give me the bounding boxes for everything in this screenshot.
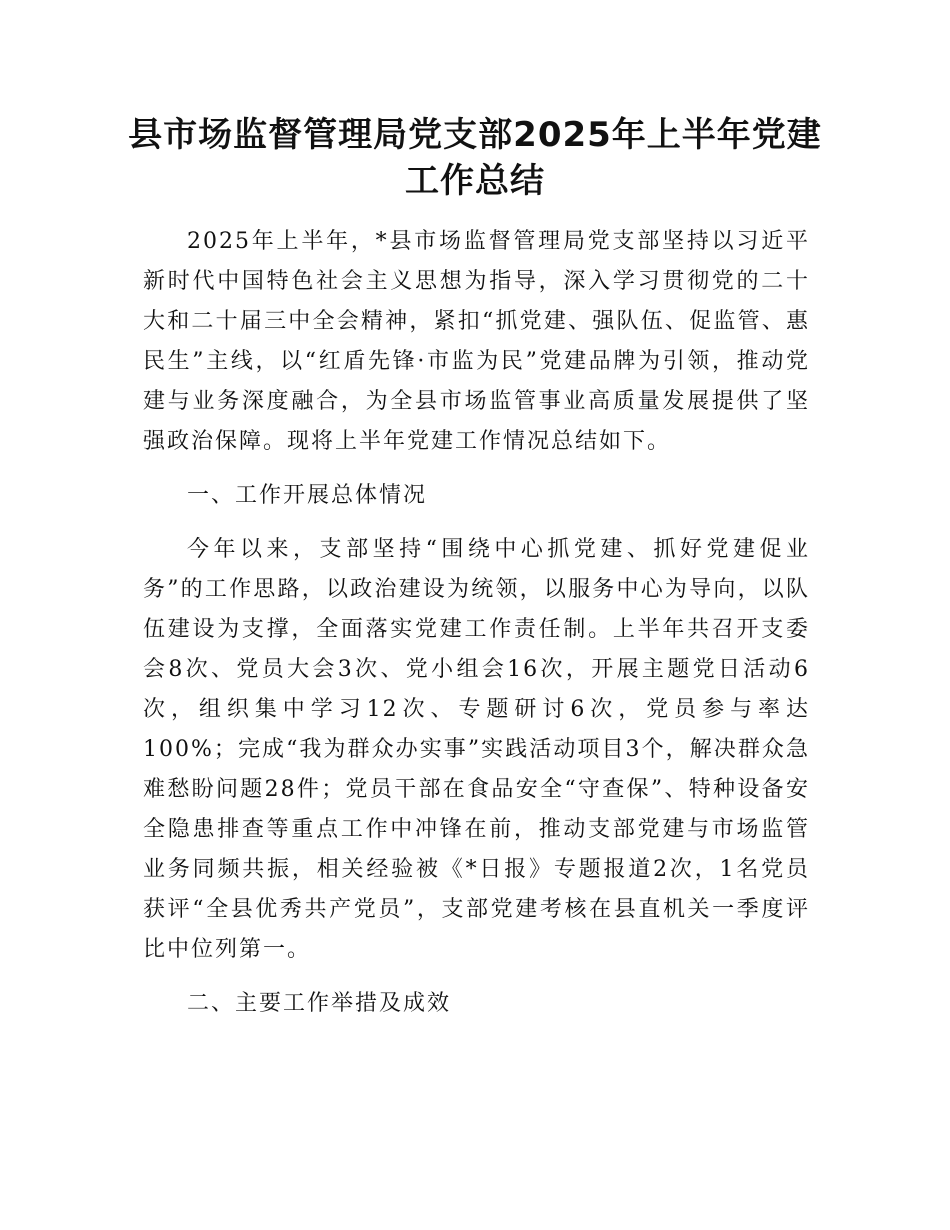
intro-paragraph: 2025年上半年，*县市场监督管理局党支部坚持以习近平新时代中国特色社会主义思想为指导，深入学习贯彻党的二十大和二十届三中全会精神，紧扣“抓党建、强队伍、促监管、惠民生”主线，以“红盾先锋·市监为民”党建品牌为引领，推动党建与业务深度融合，为全县市场监管事业高质量发展提供了坚强政治保障。现将上半年党建工作情况总结如下。 [143, 229, 810, 454]
section-heading-2: 二、主要工作举措及成效 [187, 991, 452, 1016]
body-paragraph: 今年以来，支部坚持“围绕中心抓党建、抓好党建促业务”的工作思路，以政治建设为统领，以服务中心为导向，以队伍建设为支撑，全面落实党建工作责任制。上半年共召开支委会8次、党员大会3次、党小组会16次，开展主题党日活动6次，组织集中学习12次、专题研讨6次，党员参与率达100%；完成“我为群众办实事”实践活动项目3个，解决群众急难愁盼问题28件；党员干部在食品安全“守查保”、特种设备安全隐患排查等重点工作中冲锋在前，推动支部党建与市场监管业务同频共振，相关经验被《*日报》专题报道2次，1名党员获评“全县优秀共产党员”，支部党建考核在县直机关一季度评比中位列第一。 [143, 537, 810, 962]
document-title: 县市场监督管理局党支部2025年上半年党建工作总结 [128, 115, 822, 201]
document-body [143, 222, 810, 1038]
section-heading-1: 一、工作开展总体情况 [187, 483, 428, 508]
